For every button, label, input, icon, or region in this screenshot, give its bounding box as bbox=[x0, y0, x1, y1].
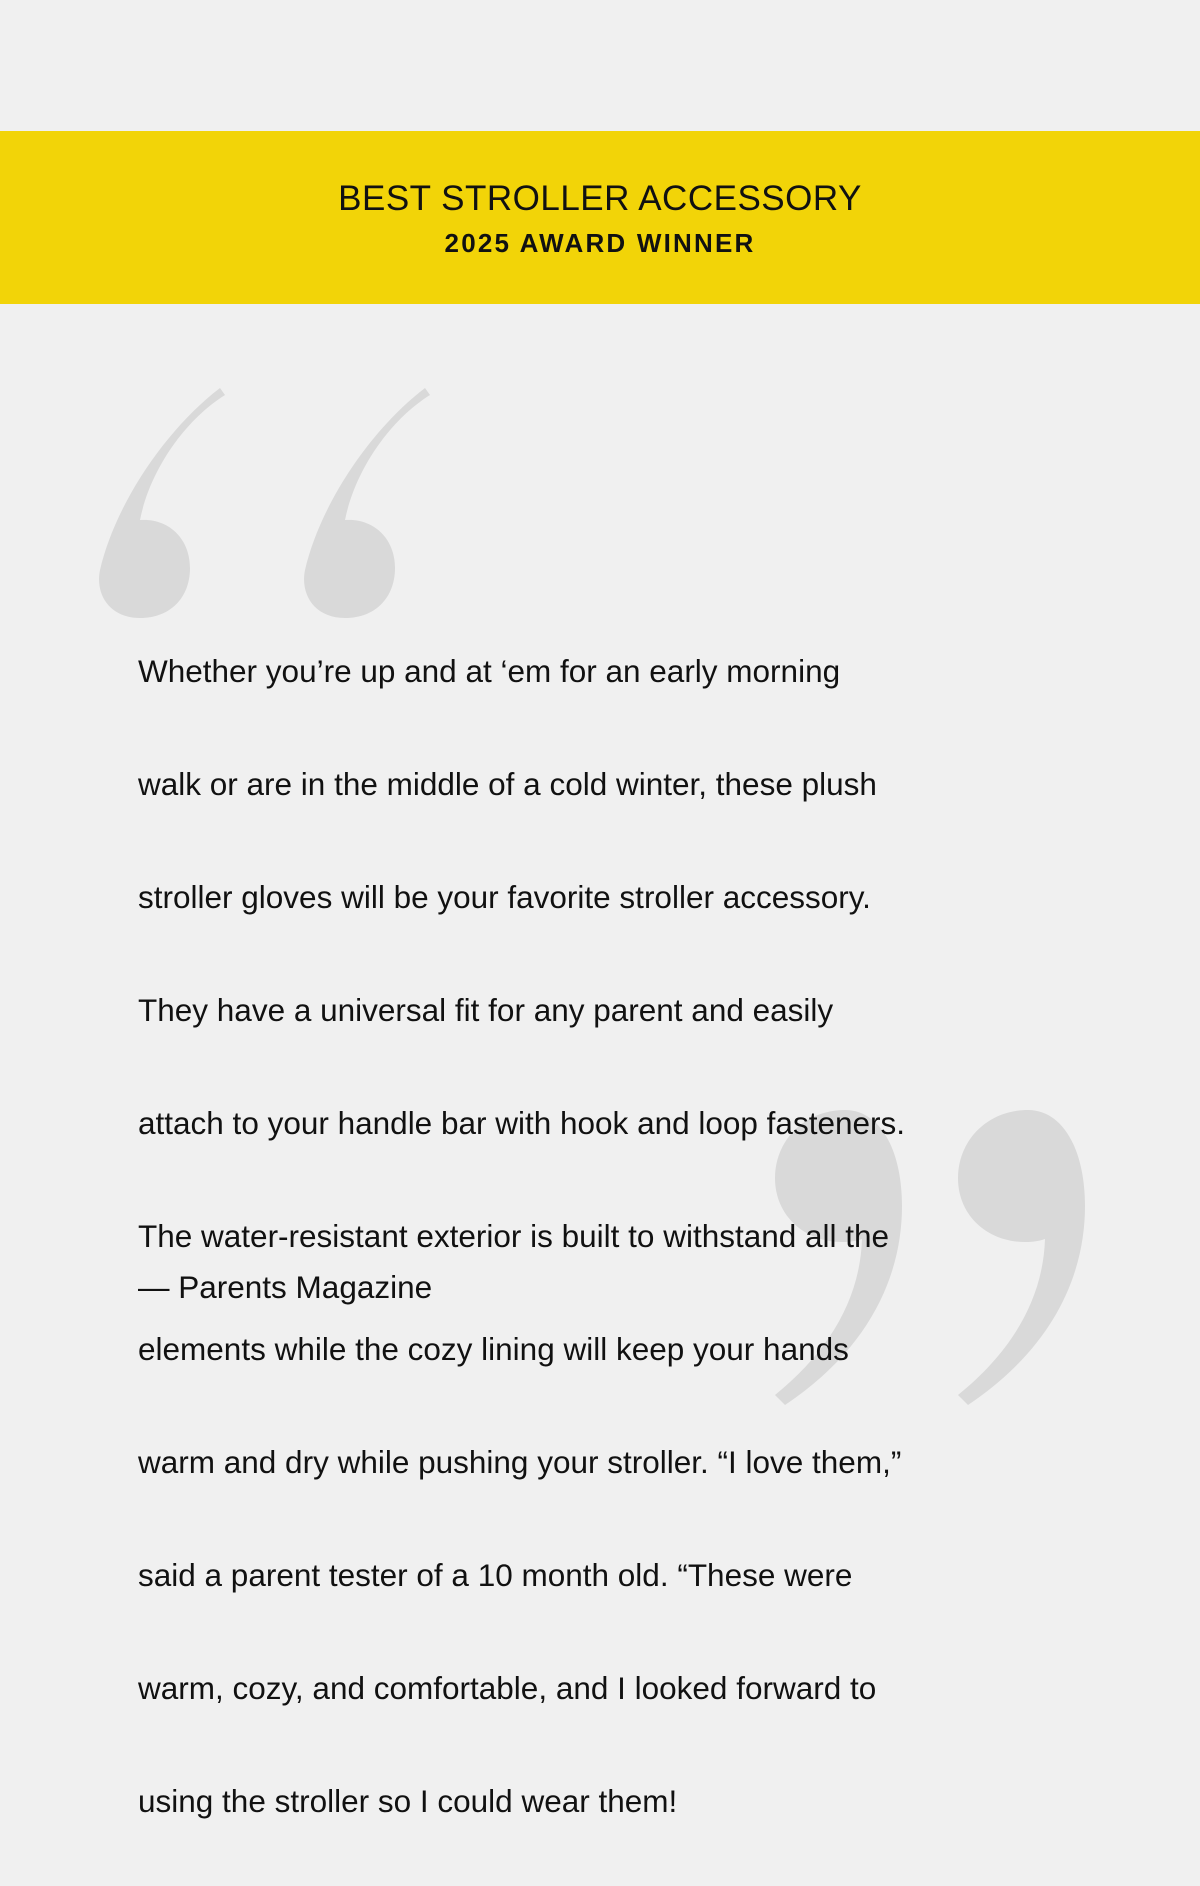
opening-quotation-mark-icon bbox=[70, 300, 440, 620]
quote-line: elements while the cozy lining will keep your hands bbox=[138, 1330, 849, 1367]
quote-line: The water-resistant exterior is built to withstand all the bbox=[138, 1217, 890, 1254]
quote-line: warm and dry while pushing your stroller. “I love them,” bbox=[138, 1443, 902, 1480]
quote-line: walk or are in the middle of a cold winter, these plush bbox=[138, 765, 877, 802]
quote-line: Whether you’re up and at ‘em for an early morning bbox=[138, 652, 841, 689]
award-banner bbox=[0, 131, 1200, 304]
quote-line: attach to your handle bar with hook and loop fasteners. bbox=[138, 1104, 905, 1141]
quote-line: warm, cozy, and comfortable, and I looked forward to bbox=[138, 1669, 877, 1706]
quote-line: using the stroller so I could wear them! bbox=[138, 1782, 678, 1819]
quote-line: stroller gloves will be your favorite stroller accessory. bbox=[138, 878, 871, 915]
quote-line: They have a universal fit for any parent and easily bbox=[138, 991, 834, 1028]
award-category-title: BEST STROLLER ACCESSORY bbox=[338, 179, 862, 218]
quote-line: said a parent tester of a 10 month old. “These were bbox=[138, 1556, 853, 1593]
testimonial-quote-text bbox=[138, 586, 1098, 1886]
quote-attribution: — Parents Magazine bbox=[138, 1269, 433, 1305]
award-winner-subtitle: 2025 AWARD WINNER bbox=[444, 228, 756, 258]
